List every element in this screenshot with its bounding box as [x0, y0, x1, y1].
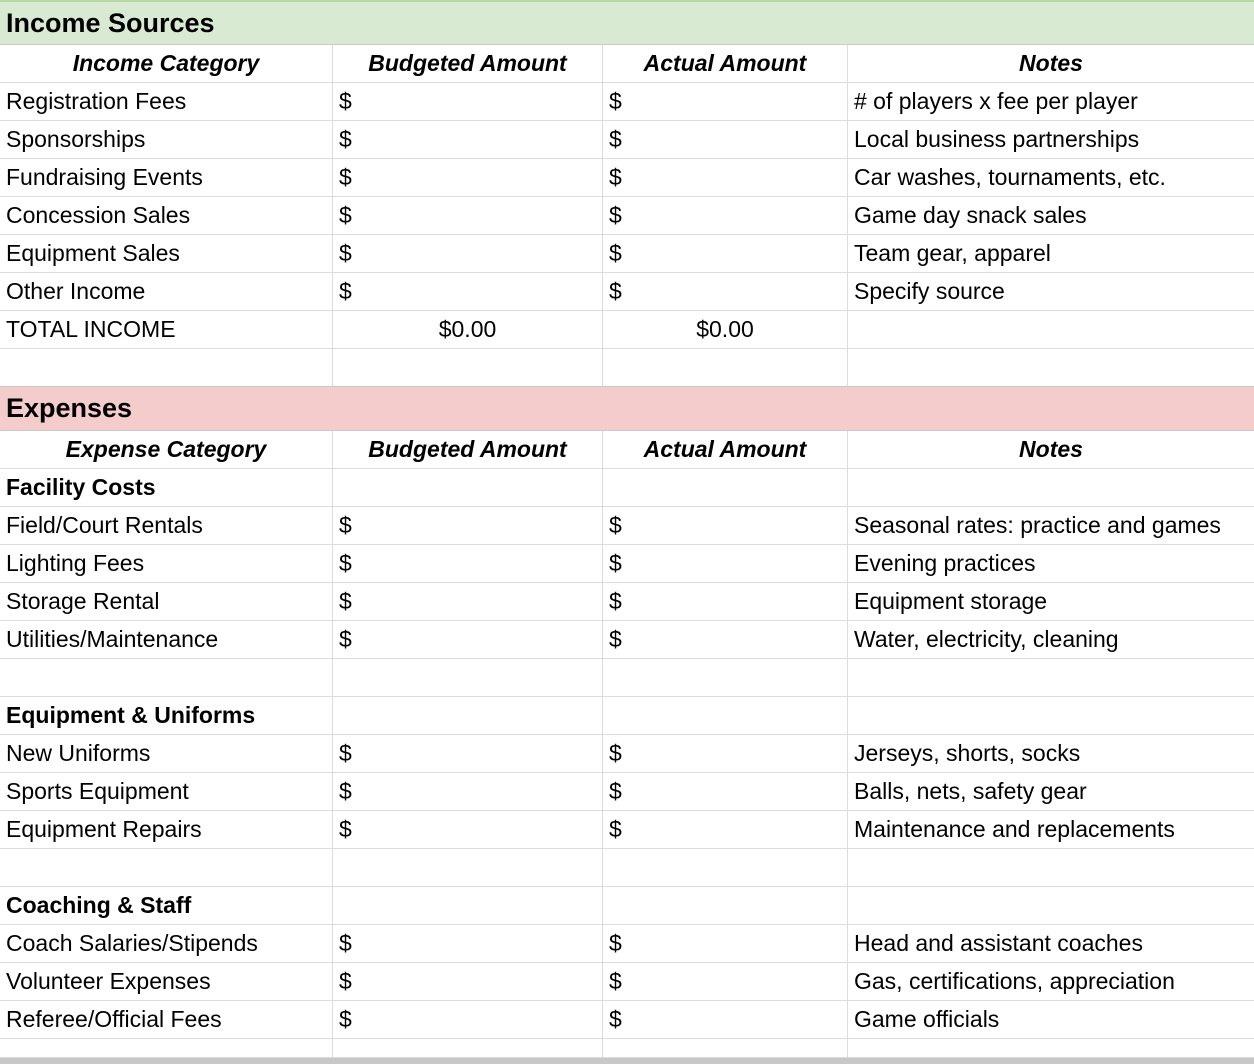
expense-actual-header[interactable]: Actual Amount — [603, 431, 848, 468]
table-row — [0, 83, 1254, 121]
expense-category-cell[interactable]: New Uniforms — [0, 735, 333, 772]
empty-cell[interactable] — [333, 887, 603, 924]
actual-amount-cell[interactable]: $ — [603, 583, 848, 620]
total-actual-cell[interactable]: $0.00 — [603, 311, 848, 348]
actual-amount-cell[interactable]: $ — [603, 197, 848, 234]
empty-cell[interactable] — [848, 349, 1254, 386]
notes-cell[interactable]: Specify source — [854, 278, 1005, 304]
notes-cell[interactable]: # of players x fee per player — [854, 88, 1138, 114]
table-row — [0, 811, 1254, 849]
income-category-cell[interactable]: Fundraising Events — [0, 159, 333, 196]
table-row — [0, 507, 1254, 545]
notes-cell[interactable]: Car washes, tournaments, etc. — [854, 164, 1166, 190]
income-section-title: Income Sources — [6, 7, 215, 38]
table-row — [0, 583, 1254, 621]
expense-budgeted-header[interactable]: Budgeted Amount — [333, 431, 603, 468]
budgeted-amount-cell[interactable]: $ — [333, 273, 603, 310]
notes-cell[interactable]: Equipment storage — [854, 588, 1048, 614]
income-notes-header[interactable]: Notes — [1019, 50, 1083, 76]
expense-category-cell[interactable]: Lighting Fees — [0, 545, 333, 582]
table-row — [0, 735, 1254, 773]
table-row — [0, 925, 1254, 963]
expense-category-cell[interactable]: Referee/Official Fees — [0, 1001, 333, 1038]
expense-notes-header[interactable]: Notes — [1019, 436, 1083, 462]
budgeted-amount-cell[interactable]: $ — [333, 507, 603, 544]
expenses-section-title: Expenses — [6, 393, 133, 423]
empty-cell[interactable] — [848, 1039, 1254, 1057]
budgeted-amount-cell[interactable]: $ — [333, 1001, 603, 1038]
expense-category-cell[interactable]: Storage Rental — [0, 583, 333, 620]
notes-cell[interactable]: Balls, nets, safety gear — [854, 778, 1087, 804]
empty-cell[interactable] — [603, 659, 848, 696]
notes-cell[interactable]: Game day snack sales — [854, 202, 1087, 228]
table-row — [0, 235, 1254, 273]
empty-cell[interactable] — [333, 469, 603, 506]
expense-category-cell[interactable]: Equipment Repairs — [0, 811, 333, 848]
total-budgeted-cell[interactable]: $0.00 — [333, 311, 603, 348]
actual-amount-cell[interactable]: $ — [603, 83, 848, 120]
group-title-facility-costs[interactable]: Facility Costs — [0, 469, 333, 506]
empty-cell[interactable] — [848, 697, 1254, 734]
empty-cell[interactable] — [848, 469, 1254, 506]
group-title-row — [0, 887, 1254, 925]
actual-amount-cell[interactable]: $ — [603, 925, 848, 962]
income-category-cell[interactable]: Sponsorships — [0, 121, 333, 158]
table-row — [0, 197, 1254, 235]
actual-amount-cell[interactable]: $ — [603, 121, 848, 158]
actual-amount-cell[interactable]: $ — [603, 1001, 848, 1038]
income-budgeted-header[interactable]: Budgeted Amount — [333, 45, 603, 82]
empty-cell[interactable] — [603, 469, 848, 506]
notes-cell[interactable]: Water, electricity, cleaning — [854, 626, 1119, 652]
income-category-header[interactable]: Income Category — [0, 45, 333, 82]
group-title-row — [0, 469, 1254, 507]
budgeted-amount-cell[interactable]: $ — [333, 197, 603, 234]
expense-category-cell[interactable]: Sports Equipment — [0, 773, 333, 810]
notes-cell[interactable]: Maintenance and replacements — [854, 816, 1175, 842]
budgeted-amount-cell[interactable]: $ — [333, 121, 603, 158]
horizontal-scrollbar[interactable] — [0, 1058, 1254, 1064]
table-row — [0, 121, 1254, 159]
notes-cell[interactable]: Head and assistant coaches — [854, 930, 1143, 956]
notes-cell[interactable]: Local business partnerships — [854, 126, 1140, 152]
table-row — [0, 621, 1254, 659]
actual-amount-cell[interactable]: $ — [603, 735, 848, 772]
empty-cell[interactable] — [0, 1039, 333, 1057]
budgeted-amount-cell[interactable]: $ — [333, 235, 603, 272]
expense-category-cell[interactable]: Field/Court Rentals — [0, 507, 333, 544]
table-row — [0, 159, 1254, 197]
expenses-section-header[interactable] — [0, 386, 1254, 431]
income-category-cell[interactable]: Equipment Sales — [0, 235, 333, 272]
actual-amount-cell[interactable]: $ — [603, 963, 848, 1000]
empty-cell[interactable] — [333, 659, 603, 696]
empty-row — [0, 349, 1254, 387]
notes-cell[interactable] — [848, 311, 1254, 348]
table-row — [0, 1001, 1254, 1039]
budgeted-amount-cell[interactable]: $ — [333, 159, 603, 196]
actual-amount-cell[interactable]: $ — [603, 545, 848, 582]
actual-amount-cell[interactable]: $ — [603, 621, 848, 658]
expense-category-cell[interactable]: Coach Salaries/Stipends — [0, 925, 333, 962]
actual-amount-cell[interactable]: $ — [603, 273, 848, 310]
empty-row — [0, 659, 1254, 697]
table-row — [0, 773, 1254, 811]
empty-cell[interactable] — [603, 1039, 848, 1057]
income-category-cell[interactable]: Registration Fees — [0, 83, 333, 120]
actual-amount-cell[interactable]: $ — [603, 811, 848, 848]
budgeted-amount-cell[interactable]: $ — [333, 925, 603, 962]
total-income-label[interactable]: TOTAL INCOME — [0, 311, 333, 348]
empty-cell[interactable] — [848, 887, 1254, 924]
empty-cell[interactable] — [0, 659, 333, 696]
budgeted-amount-cell[interactable]: $ — [333, 545, 603, 582]
actual-amount-cell[interactable]: $ — [603, 773, 848, 810]
empty-cell[interactable] — [0, 349, 333, 386]
table-row — [0, 545, 1254, 583]
budgeted-amount-cell[interactable]: $ — [333, 621, 603, 658]
table-row — [0, 963, 1254, 1001]
budgeted-amount-cell[interactable]: $ — [333, 583, 603, 620]
empty-row — [0, 1039, 1254, 1058]
empty-cell[interactable] — [333, 349, 603, 386]
notes-cell[interactable]: Team gear, apparel — [854, 240, 1051, 266]
empty-cell[interactable] — [848, 849, 1254, 886]
budgeted-amount-cell[interactable]: $ — [333, 811, 603, 848]
income-header-row — [0, 45, 1254, 83]
notes-cell[interactable]: Seasonal rates: practice and games — [854, 512, 1221, 538]
empty-row — [0, 849, 1254, 887]
empty-cell[interactable] — [333, 1039, 603, 1057]
group-title-row — [0, 697, 1254, 735]
expense-category-header[interactable]: Expense Category — [0, 431, 333, 468]
income-category-cell[interactable]: Other Income — [0, 273, 333, 310]
budgeted-amount-cell[interactable]: $ — [333, 963, 603, 1000]
group-title-coaching-staff[interactable]: Coaching & Staff — [0, 887, 333, 924]
expense-category-cell[interactable]: Volunteer Expenses — [0, 963, 333, 1000]
actual-amount-cell[interactable]: $ — [603, 507, 848, 544]
empty-cell[interactable] — [603, 349, 848, 386]
actual-amount-cell[interactable]: $ — [603, 159, 848, 196]
empty-cell[interactable] — [333, 697, 603, 734]
budgeted-amount-cell[interactable]: $ — [333, 83, 603, 120]
empty-cell[interactable] — [333, 849, 603, 886]
expense-header-row — [0, 431, 1254, 469]
total-income-row — [0, 311, 1254, 349]
income-actual-header[interactable]: Actual Amount — [603, 45, 848, 82]
notes-cell[interactable]: Jerseys, shorts, socks — [854, 740, 1081, 766]
empty-cell[interactable] — [603, 697, 848, 734]
empty-cell[interactable] — [603, 887, 848, 924]
empty-cell[interactable] — [848, 659, 1254, 696]
actual-amount-cell[interactable]: $ — [603, 235, 848, 272]
budgeted-amount-cell[interactable]: $ — [333, 773, 603, 810]
income-section-header[interactable] — [0, 0, 1254, 45]
expense-category-cell[interactable]: Utilities/Maintenance — [0, 621, 333, 658]
notes-cell[interactable]: Game officials — [854, 1006, 1000, 1032]
group-title-equipment-uniforms[interactable]: Equipment & Uniforms — [0, 697, 333, 734]
income-category-cell[interactable]: Concession Sales — [0, 197, 333, 234]
empty-cell[interactable] — [0, 849, 333, 886]
table-row — [0, 273, 1254, 311]
notes-cell[interactable]: Gas, certifications, appreciation — [854, 968, 1175, 994]
empty-cell[interactable] — [603, 849, 848, 886]
notes-cell[interactable]: Evening practices — [854, 550, 1036, 576]
budgeted-amount-cell[interactable]: $ — [333, 735, 603, 772]
